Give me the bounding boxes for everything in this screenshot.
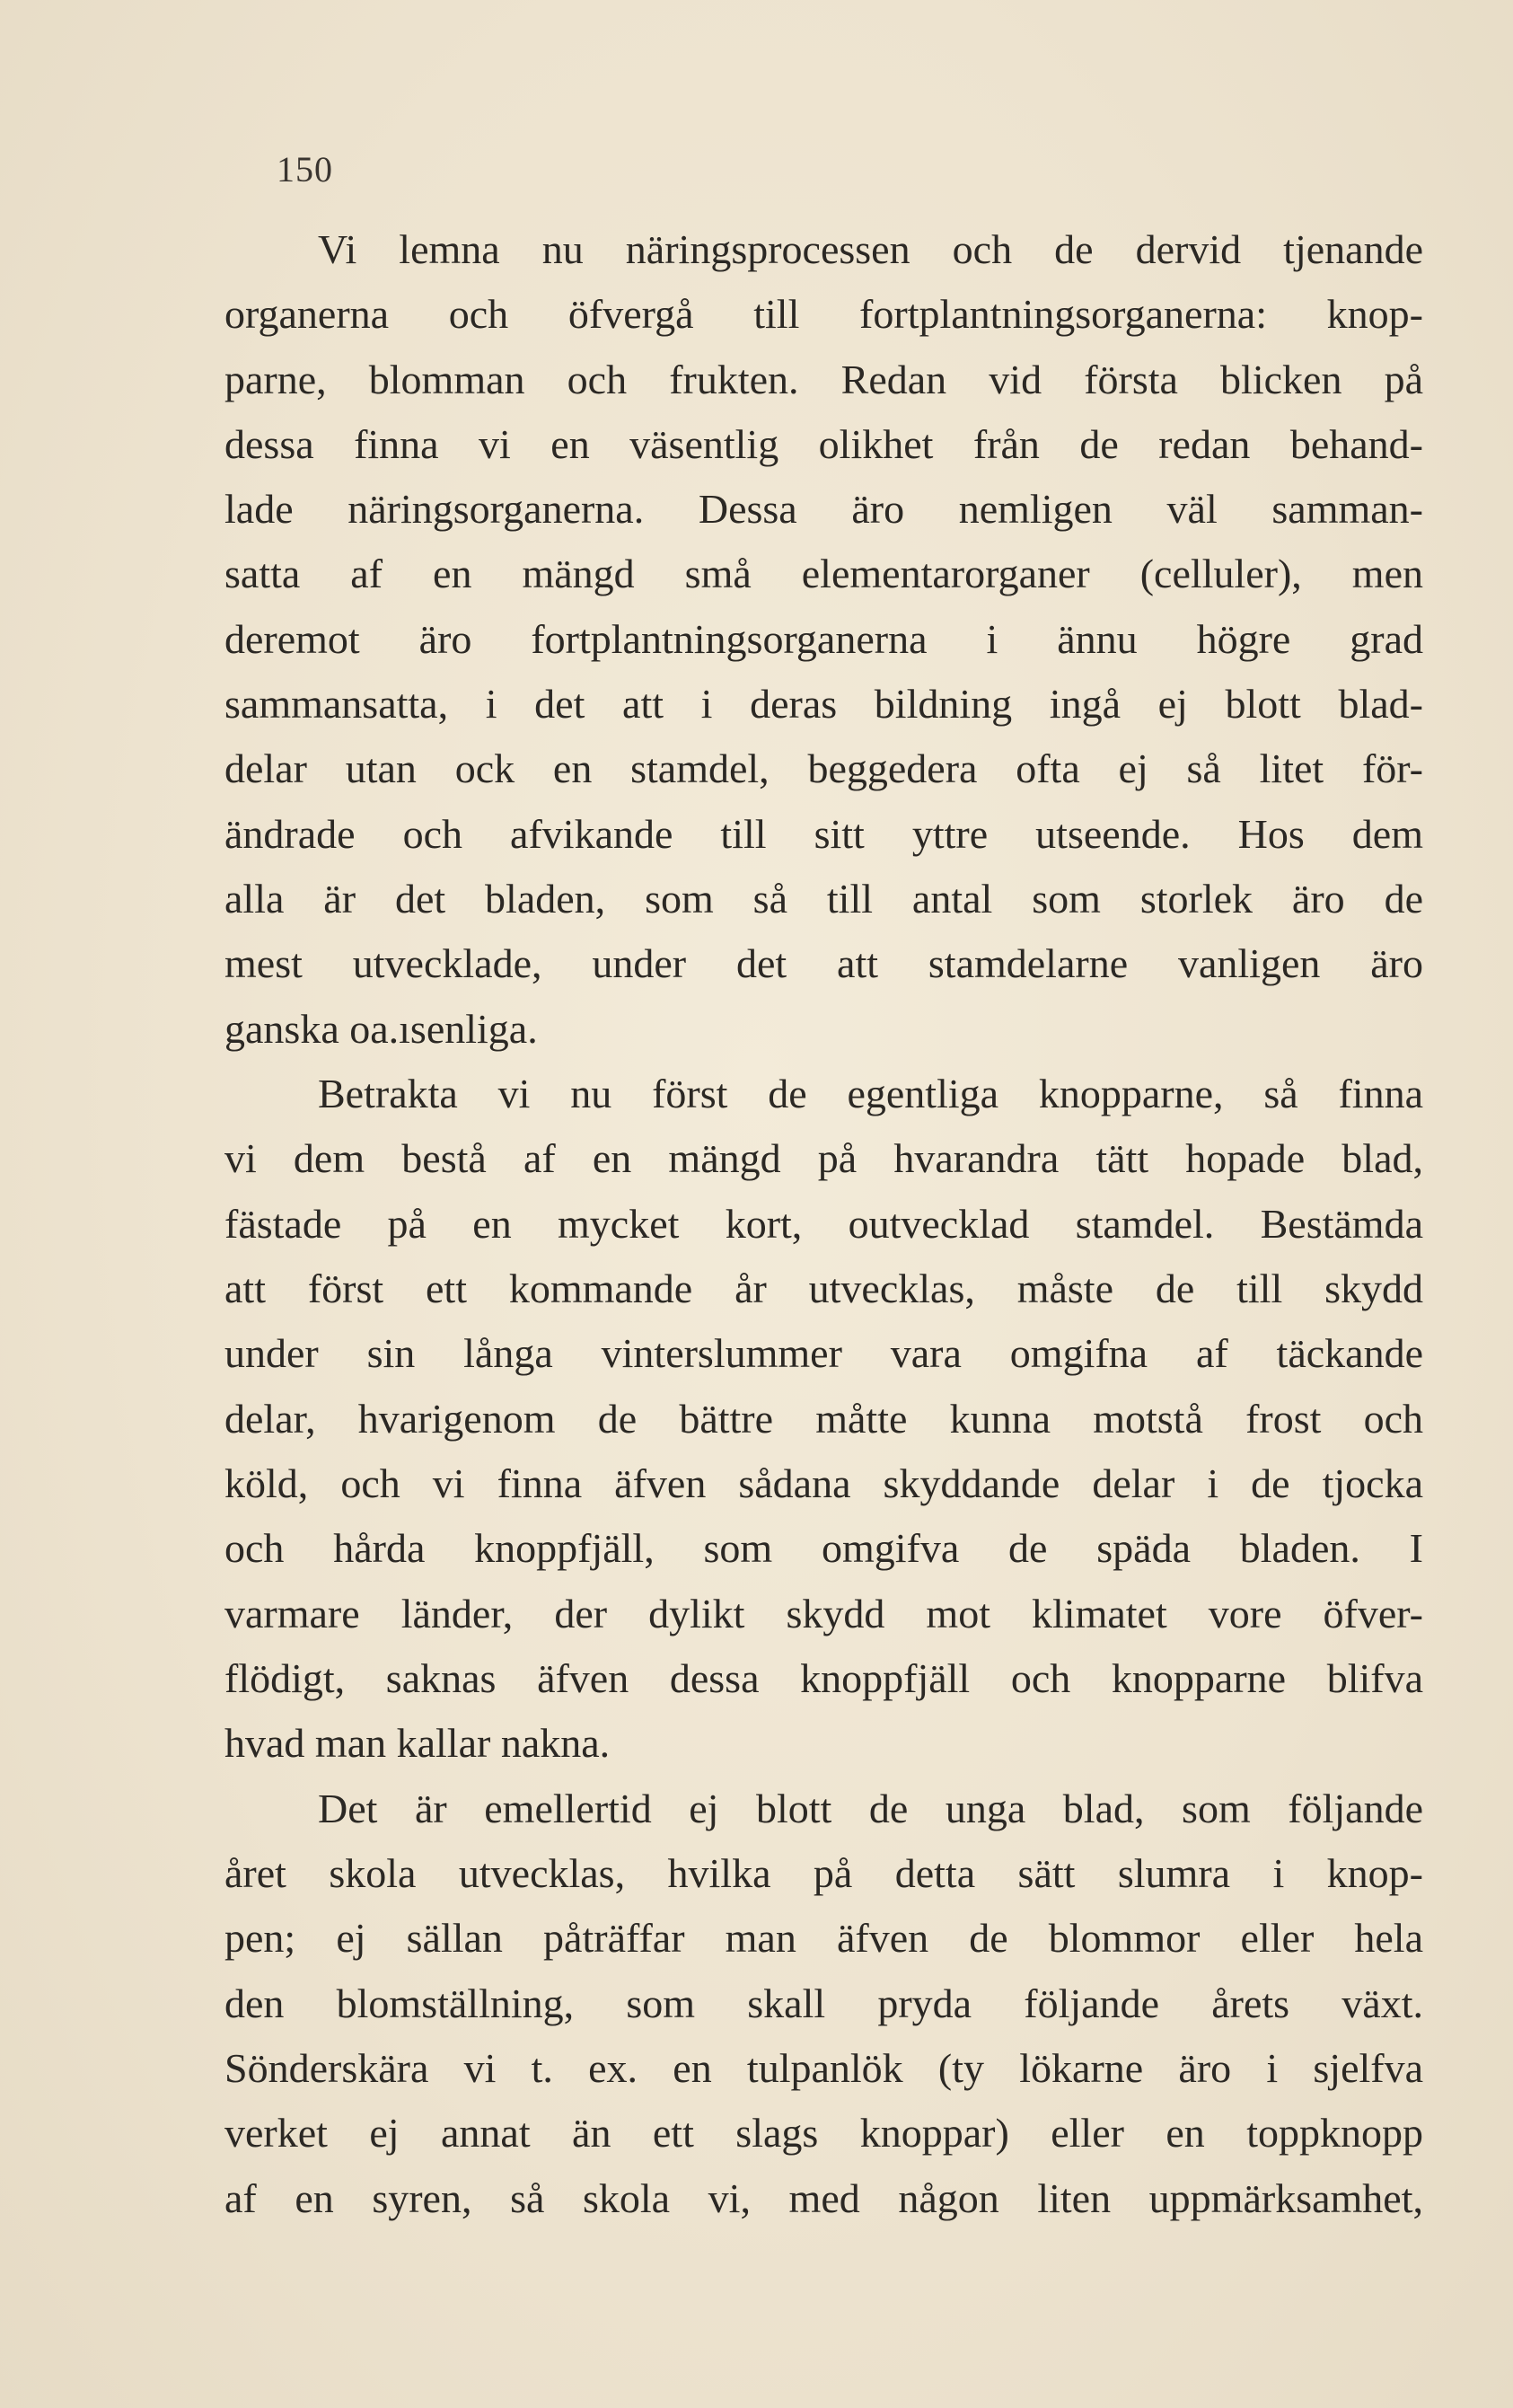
text-line: satta af en mängd små elementarorganer (celluler), men xyxy=(224,551,1423,596)
text-line: varmare länder, der dylikt skydd mot klimatet vore öfver- xyxy=(224,1591,1423,1636)
text-line: lade näringsorganerna. Dessa äro nemligen väl samman- xyxy=(224,486,1423,532)
text-line: Vi lemna nu näringsprocessen och de dervid tjenande xyxy=(318,226,1423,272)
text-line: pen; ej sällan påträffar man äfven de blommor eller hela xyxy=(224,1915,1423,1961)
text-line: delar utan ock en stamdel, beggedera ofta ej så litet för- xyxy=(224,745,1423,791)
text-line: under sin långa vinterslummer vara omgifna af täckande xyxy=(224,1330,1423,1376)
text-line: fästade på en mycket kort, outvecklad stamdel. Bestämda xyxy=(224,1201,1423,1247)
text-line: vi dem bestå af en mängd på hvarandra tätt hopade blad, xyxy=(224,1135,1423,1181)
text-line: hvad man kallar nakna. xyxy=(224,1720,611,1766)
text-line: att först ett kommande år utvecklas, måste de till skydd xyxy=(224,1266,1423,1311)
text-line: köld, och vi finna äfven sådana skyddande delar i de tjocka xyxy=(224,1460,1423,1506)
text-line: parne, blomman och frukten. Redan vid första blicken på xyxy=(224,357,1423,402)
text-line: Det är emellertid ej blott de unga blad, som följande xyxy=(318,1786,1423,1831)
text-line: och hårda knoppfjäll, som omgifva de späda bladen. I xyxy=(224,1525,1423,1571)
text-line: ändrade och afvikande till sitt yttre utseende. Hos dem xyxy=(224,811,1423,857)
text-line: året skola utvecklas, hvilka på detta sätt slumra i knop- xyxy=(224,1850,1423,1896)
text-line: mest utvecklade, under det att stamdelarne vanligen äro xyxy=(224,940,1423,986)
text-line: af en syren, så skola vi, med någon liten uppmärksamhet, xyxy=(224,2175,1423,2221)
text-line: organerna och öfvergå till fortplantningsorganerna: knop- xyxy=(224,291,1423,337)
text-line: delar, hvarigenom de bättre måtte kunna motstå frost och xyxy=(224,1396,1423,1442)
text-line: alla är det bladen, som så till antal som storlek äro de xyxy=(224,876,1423,922)
text-line: Sönderskära vi t. ex. en tulpanlök (ty lökarne äro i sjelfva xyxy=(224,2045,1423,2091)
text-line: Betrakta vi nu först de egentliga knopparne, så finna xyxy=(318,1071,1423,1116)
text-line: sammansatta, i det att i deras bildning ingå ej blott blad- xyxy=(224,681,1423,727)
text-line: ganska oa.ısenliga. xyxy=(224,1006,538,1052)
text-line: dessa finna vi en väsentlig olikhet från de redan behand- xyxy=(224,421,1423,467)
text-line: deremot äro fortplantningsorganerna i ännu högre grad xyxy=(224,616,1423,662)
page-number: 150 xyxy=(277,149,333,190)
text-line: verket ej annat än ett slags knoppar) eller en toppknopp xyxy=(224,2110,1423,2156)
text-line: flödigt, saknas äfven dessa knoppfjäll och knopparne blifva xyxy=(224,1655,1423,1701)
text-line: den blomställning, som skall pryda följande årets växt. xyxy=(224,1980,1423,2026)
